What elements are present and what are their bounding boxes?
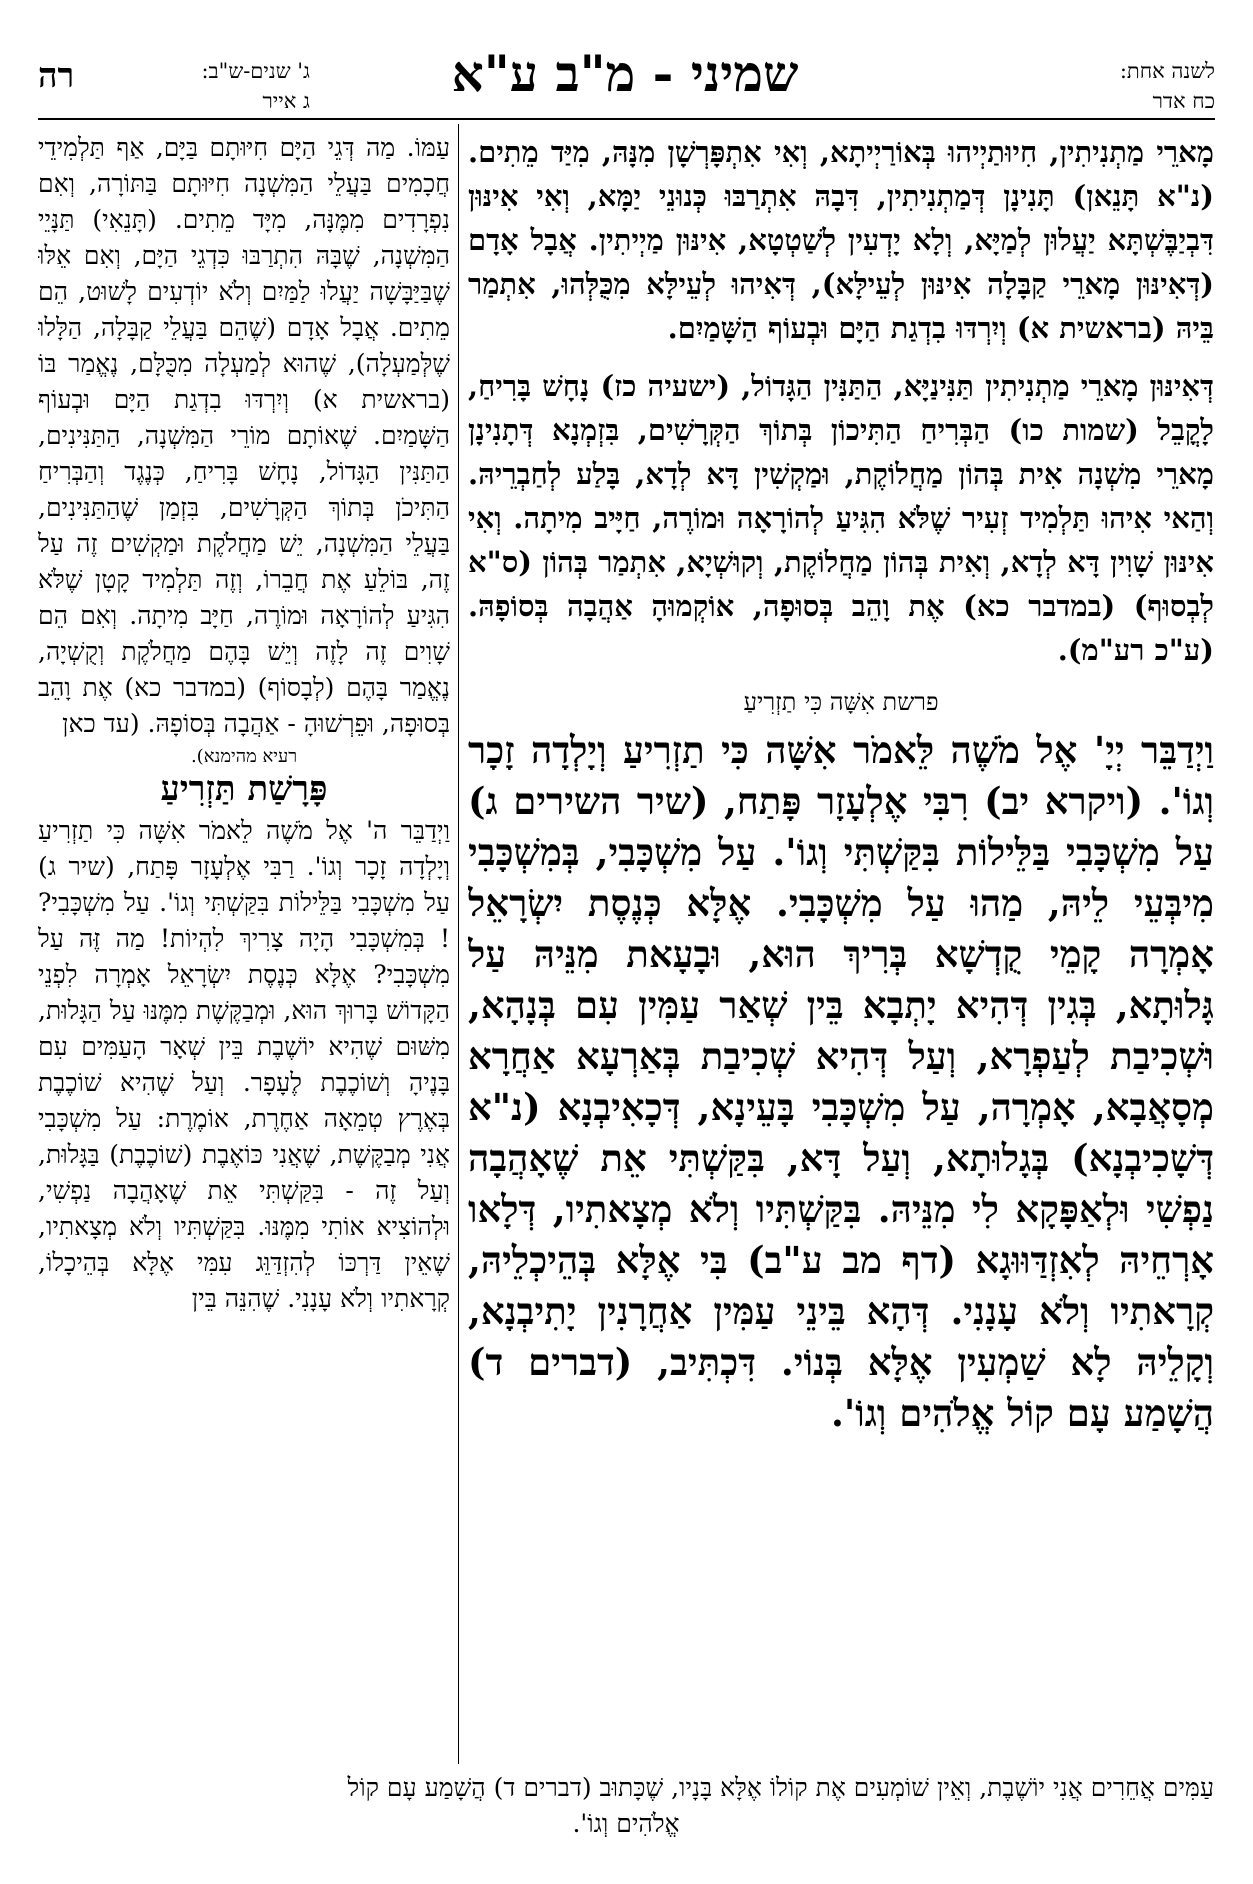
column-divider (458, 124, 459, 1764)
main-paragraph-1: מָארֵי מַתְנִיתִין, חִיוּתַיְיהוּ בְּאוֹרַיְיתָא, וְאִי אִתְפָּרְשָׁן מִנָּהּ, מִיַּד מֵתִים. (נ"א תָּנֵאן) תָּנִינָן דְּמַתְנִיתִין, דִּבָהּ אִתְרַבּוּ כְּנוּנֵי יַמָּא, וְאִי אִינּוּן דִּבְיַבֶּשְׁתָּא יַעֲלוּן לְמַיָּא, וְלָא יָדְעִין לְשַׁטְטָא, אִינּוּן מַיְיתִין. אֲבָל אָדָם (דְּאִינּוּן מָארֵי קַבָּלָה אִינּוּן לְעֵילָּא), דְּאִיהוּ לְעֵילָּא מִכֻּלְּהוּ, אִתְמַר בֵּיהּ (בראשית א) וְיִרְדּוּ בִדְגַת הַיָּם וּבְעוֹף הַשָּׁמַיִם. (468, 135, 1214, 345)
side-section-title: פָּרָשַׁת תַּזְרִיעַ (160, 769, 328, 809)
tail-line-1: עַמִּים אֲחֵרִים אֲנִי יוֹשֶׁבֶת, וְאֵין שׁוֹמְעִים אֶת קוֹלוֹ אֶלָּא בָּנָיו, שֶׁכָּתוּב (דברים ד) הֲשָׁמַע עָם קוֹל (347, 1773, 1214, 1802)
header-rule (38, 118, 1215, 120)
schedule-left-line2: ג אייר (262, 89, 310, 113)
main-column (468, 130, 1214, 1850)
page-number: רה (38, 56, 75, 96)
page-title: שמיני - מ"ב ע"א (451, 44, 799, 103)
schedule-right-line2: כח אדר (1152, 89, 1215, 113)
main-paragraph-3: וַיְדַבֵּר יְיָ' אֶל מֹשֶׁה לֵּאמֹר אִשָּׁה כִּי תַזְרִיעַ וְיָלְדָה זָכָר וְגוֹ'. (ויקרא יב) רִבִּי אֶלְעָזָר פָּתַח, (שיר השירים ג) עַל מִשְׁכָּבִי בַּלֵּילוֹת בִּקַּשְׁתִּי וְגוֹ'. עַל מִשְׁכָּבִי, בְּמִשְׁכָּבִי מִיבְּעֵי לֵיהּ, מַהוּ עַל מִשְׁכָּבִי. אֶלָּא כְּנֶסֶת יִשְׂרָאֵל אָמְרָה קָמֵי קֻדְשָׁא בְּרִיךְ הוּא, וּבָעָאת מִנֵּיהּ עַל גָּלוּתָא, בְּגִין דְּהִיא יָתְבָא בֵּין שְׁאַר עַמִּין עִם בְּנָהָא, וּשְׁכִיבַת לְעַפְרָא, וְעַל דְּהִיא שְׁכִיבַת בְּאַרְעָא אַחֲרָא מְסָאֲבָא, אָמְרָה, עַל מִשְׁכָּבִי בָּעֵינָא, דְּכָאִיבְנָא (נ"א דְּשָׁכִיבְנָא) בְּגָלוּתָא, וְעַל דָּא, בִּקַּשְׁתִּי אֵת שֶׁאָהֲבָה נַפְשִׁי וּלְאַפָּקָא לִי מִנֵּיהּ. בִּקַּשְׁתִּיו וְלֹא מְצָאתִיו, דְּלָאו אָרְחֵיהּ לְאִזְדַּוּוּגָא (דף מב ע"ב) בִּי אֶלָּא בְּהֵיכְלֵיהּ, קְרָאתִיו וְלֹא עָנָנִי. דְּהָא בֵּינֵי עַמִּין אַחֲרָנִין יָתִיבְנָא, וְקָלֵיהּ לָא שַׁמְעִין אֶלָּא בְּנוֹי. דִּכְתִּיב, (דברים ד) הֲשָׁמַע עָם קוֹל אֱלֹהִים וְגוֹ'. (468, 728, 1214, 1435)
schedule-right (995, 56, 1215, 116)
tail-line-2: אֱלֹהִים וְגוֹ'. (572, 1809, 680, 1838)
parasha-label: פרשת אִשָּׁה כִּי תַזְרִיעַ (743, 688, 939, 716)
schedule-left-line1: ג' שנים-ש"ב: (201, 59, 310, 83)
side-column (38, 130, 450, 1770)
schedule-left (120, 56, 310, 116)
page-tail (38, 1770, 1214, 1842)
side-section-note: רעיא מהימנא). (190, 746, 298, 767)
main-paragraph-2: דְּאִינּוּן מָארֵי מַתְנִיתִין תַּנִּינַיָּא, הַתַּנִּין הַגָּדוֹל, (ישעיה כז) נָחָשׁ בָּרִיחַ, לָקֳבֵל (שמות כו) הַבְּרִיחַ הַתִּיכוֹן בְּתוֹךְ הַקְּרָשִׁים, בִּזְמְנָא דְּתָנִינָן מָארֵי מִשְׁנָה אִית בְּהוֹן מַחֲלוֹקֶת, וּמַקְשִׁין דָּא לְדָא, בָּלַע לְחַבְרֵיהּ. וְהַאי אִיהוּ תַּלְמִיד זְעִיר שֶׁלֹּא הִגִּיעַ לְהוֹרָאָה וּמוֹרֶה, חַיָּיב מִיתָה. וְאִי אִינּוּן שָׁוִין דָּא לְדָא, וְאִית בְּהוֹן מַחֲלוֹקֶת, וְקוּשְׁיָא, אִתְמַר בְּהוֹן (ס"א לְבְסוּף) (במדבר כא) אֶת וָהֵב בְּסוּפָה, אוֹקְמוּהָ אַהֲבָה בְּסוֹפָהּ. (ע"כ רע"מ). (468, 369, 1214, 667)
side-paragraph-1: עַמּוֹ. מַה דְּגֵי הַיָּם חִיּוּתָם בַּיָּם, אַף תַּלְמִידֵי חֲכָמִים בַּעֲלֵי הַמִּשְׁנָה חִיּוּתָם בַּתּוֹרָה, וְאִם נִפְרָדִים מִמֶּנָּה, מִיָּד מֵתִים. (תָּנֵאִי) תַּנָּיֵי הַמִּשְׁנָה, שֶׁבָּהּ הִתְרַבּוּ כִּדְגֵי הַיָּם, וְאִם אֵלּוּ שֶׁבַּיַּבָּשָׁה יַעֲלוּ לַמַּיִם וְלֹא יוֹדְעִים לָשׁוּט, הֵם מֵתִים. אֲבָל אָדָם (שֶׁהֵם בַּעֲלֵי קַבָּלָה, הַלָּלוּ שֶׁלְּמַעְלָה), שֶׁהוּא לְמַעְלָה מִכֻּלָּם, נֶאֱמַר בּוֹ (בראשית א) וְיִרְדּוּ בִדְגַת הַיָּם וּבְעוֹף הַשָּׁמַיִם. שֶׁאוֹתָם מוֹרֵי הַמִּשְׁנָה, הַתַּנִּינִים, הַתַּנִּין הַגָּדוֹל, נָחָשׁ בָּרִיחַ, כְּנֶגֶד וְהַבְּרִיחַ הַתִּיכֹן בְּתוֹךְ הַקְּרָשִׁים, בִּזְמַן שֶׁהַתַּנִּינִים, בַּעֲלֵי הַמִּשְׁנָה, יֵשׁ מַחֲלֹקֶת וּמַקְשִׁים זֶה עַל זֶה, בּוֹלֵעַ אֶת חֲבֵרוֹ, וְזֶה תַּלְמִיד קָטָן שֶׁלֹּא הִגִּיעַ לְהוֹרָאָה וּמוֹרֶה, חַיָּב מִיתָה. וְאִם הֵם שָׁוִים זֶה לָזֶה וְיֵשׁ בָּהֶם מַחֲלֹקֶת וְקֻשְׁיָה, נֶאֱמַר בָּהֶם (לְבָסוֹף) (במדבר כא) אֶת וָהֵב בְּסוּפָה, וּפֵרְשׁוּהָ - אַהֲבָה בְּסוֹפָהּ. (עד כאן (38, 133, 450, 738)
side-paragraph-2: וַיְדַבֵּר ה' אֶל מֹשֶׁה לֵאמֹר אִשָּׁה כִּי תַזְרִיעַ וְיָלְדָה זָכָר וְגוֹ'. רַבִּי אֶלְעָזָר פָּתַח, (שיר ג) עַל מִשְׁכָּבִי בַּלֵּילוֹת בִּקַּשְׁתִּי וְגוֹ'. עַל מִשְׁכָּבִי? ! בְּמִשְׁכָּבִי הָיָה צָרִיךְ לִהְיוֹת! מַה זֶּה עַל מִשְׁכָּבִי? אֶלָּא כְּנֶסֶת יִשְׂרָאֵל אָמְרָה לִפְנֵי הַקָּדוֹשׁ בָּרוּךְ הוּא, וּמְבַקֶּשֶׁת מִמֶּנּוּ עַל הַגָּלוּת, מִשּׁוּם שֶׁהִיא יוֹשֶׁבֶת בֵּין שְׁאָר הָעַמִּים עִם בָּנֶיהָ וְשׁוֹכֶבֶת לֶעָפָר. וְעַל שֶׁהִיא שׁוֹכֶבֶת בְּאֶרֶץ טְמֵאָה אַחֶרֶת, אוֹמֶרֶת: עַל מִשְׁכָּבִי אֲנִי מְבַקֶּשֶׁת, שֶׁאֲנִי כּוֹאֶבֶת (שׁוֹכֶבֶת) בַּגָּלוּת, וְעַל זֶה - בִּקַּשְׁתִּי אֵת שֶׁאָהֲבָה נַפְשִׁי, וּלְהוֹצִיא אוֹתִי מִמֶּנּוּ. בִּקַּשְׁתִּיו וְלֹא מְצָאתִיו, שֶׁאֵין דַּרְכּוֹ לְהִזְדַּוֵּג עִמִּי אֶלָּא בְּהֵיכָלוֹ, קְרָאתִיו וְלֹא עָנָנִי. שֶׁהִנֵּה בֵּין (38, 816, 450, 1313)
schedule-right-line1: לשנה אחת: (1119, 59, 1215, 83)
